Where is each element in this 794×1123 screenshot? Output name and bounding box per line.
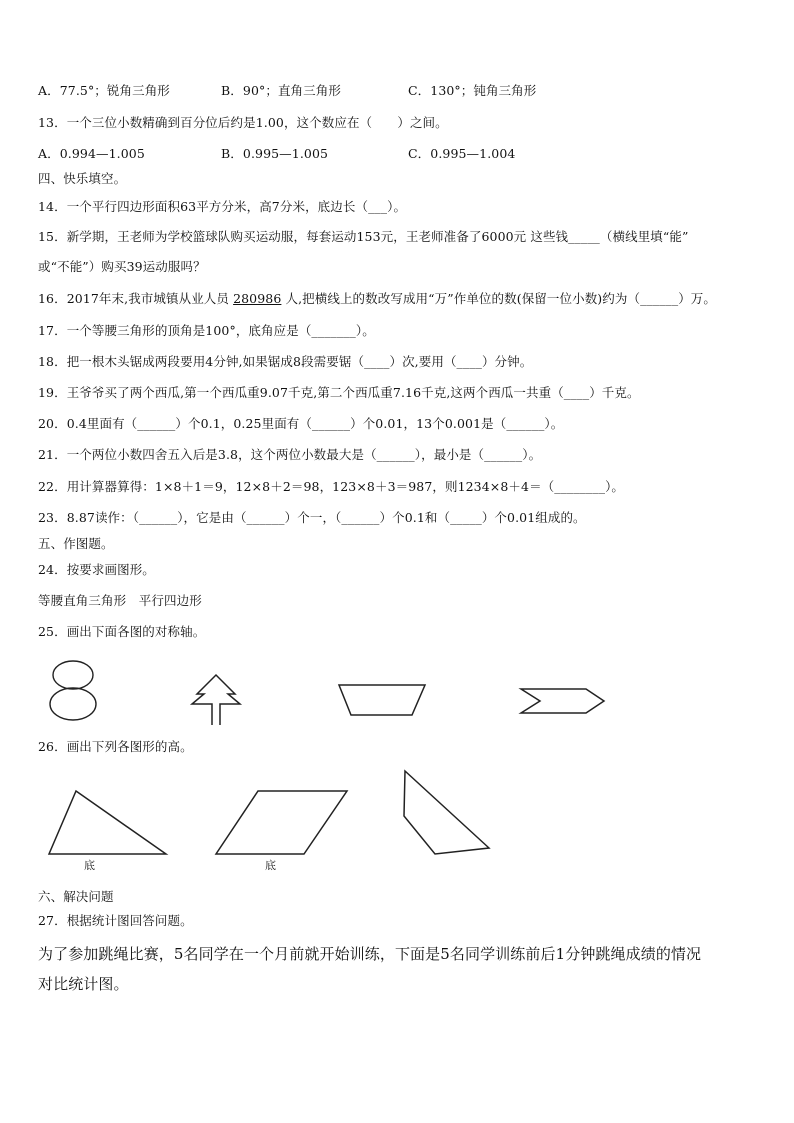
q27-text: 27．根据统计图回答问题。: [38, 913, 193, 928]
q19-text: 19．王爷爷买了两个西瓜,第一个西瓜重9.07千克,第二个西瓜重7.16千克,这两个西瓜一共重（____）千克。: [38, 385, 640, 400]
q25-text: 25．画出下面各图的对称轴。: [38, 624, 206, 639]
q24-shapes: 等腰直角三角形 平行四边形: [38, 593, 202, 608]
q23-text: 23．8.87读作：（______），它是由（______）个一，（______）个0.1和（_____）个0.01组成的。: [38, 510, 586, 525]
figure-quadrilateral: [398, 768, 496, 858]
figure-trapezoid: [336, 682, 428, 718]
q27-desc-line2: 对比统计图。: [38, 975, 129, 993]
q22-text: 22．用计算器算得：1×8＋1＝9，12×8＋2＝98，123×8＋3＝987，则1234×8＋4＝（________）。: [38, 479, 625, 494]
q12-option-b: B．90°；直角三角形: [221, 83, 341, 98]
figure-chevron: [518, 686, 608, 716]
q16-before: 16．2017年末,我市城镇从业人员: [38, 291, 234, 306]
q27-desc-line1: 为了参加跳绳比赛，5名同学在一个月前就开始训练，下面是5名同学训练前后1分钟跳绳成绩的情况: [38, 945, 702, 963]
parallelogram-base-label: 底: [265, 859, 276, 872]
section6-heading: 六、解决问题: [38, 889, 114, 904]
q13-option-b: B．0.995—1.005: [221, 146, 329, 161]
q13-option-a: A．0.994—1.005: [38, 146, 145, 161]
q15-line2: 或“不能”）购买39运动服吗？: [38, 259, 206, 274]
q24-text: 24．按要求画图形。: [38, 562, 155, 577]
q17-text: 17．一个等腰三角形的顶角是100°，底角应是（_______）。: [38, 323, 375, 338]
q16-after: 人,把横线上的数改写成用“万”作单位的数(保留一位小数)约为（______）万。: [281, 291, 716, 306]
triangle-base-label: 底: [84, 859, 95, 872]
q18-text: 18．把一根木头锯成两段要用4分钟,如果锯成8段需要锯（____）次,要用（____）分钟。: [38, 354, 533, 369]
q26-text: 26．画出下列各图形的高。: [38, 739, 193, 754]
section5-heading: 五、作图题。: [38, 536, 114, 551]
q15-line1: 15．新学期，王老师为学校篮球队购买运动服，每套运动153元，王老师准备了6000元 这些钱_____（横线里填“能”: [38, 229, 689, 244]
figure-triangle: [46, 788, 170, 860]
figure-parallelogram: [213, 788, 351, 858]
q13-option-c: C．0.995—1.004: [408, 146, 516, 161]
figure-eight: [48, 660, 108, 722]
q21-text: 21．一个两位小数四舍五入后是3.8，这个两位小数最大是（______），最小是（______）。: [38, 447, 542, 462]
q12-option-a: A．77.5°；锐角三角形: [38, 83, 170, 98]
q13-text: 13．一个三位小数精确到百分位后约是1.00，这个数应在（ ）之间。: [38, 115, 448, 130]
figure-tree-arrow: [185, 672, 247, 730]
q16-text: [38, 291, 716, 307]
q16-number: 280986: [233, 291, 282, 306]
q20-text: 20．0.4里面有（______）个0.1，0.25里面有（______）个0.01，13个0.001是（______）。: [38, 416, 564, 431]
q12-option-c: C．130°；钝角三角形: [408, 83, 537, 98]
q14-text: 14．一个平行四边形面积63平方分米，高7分米，底边长（___）。: [38, 199, 407, 214]
section4-heading: 四、快乐填空。: [38, 171, 127, 186]
